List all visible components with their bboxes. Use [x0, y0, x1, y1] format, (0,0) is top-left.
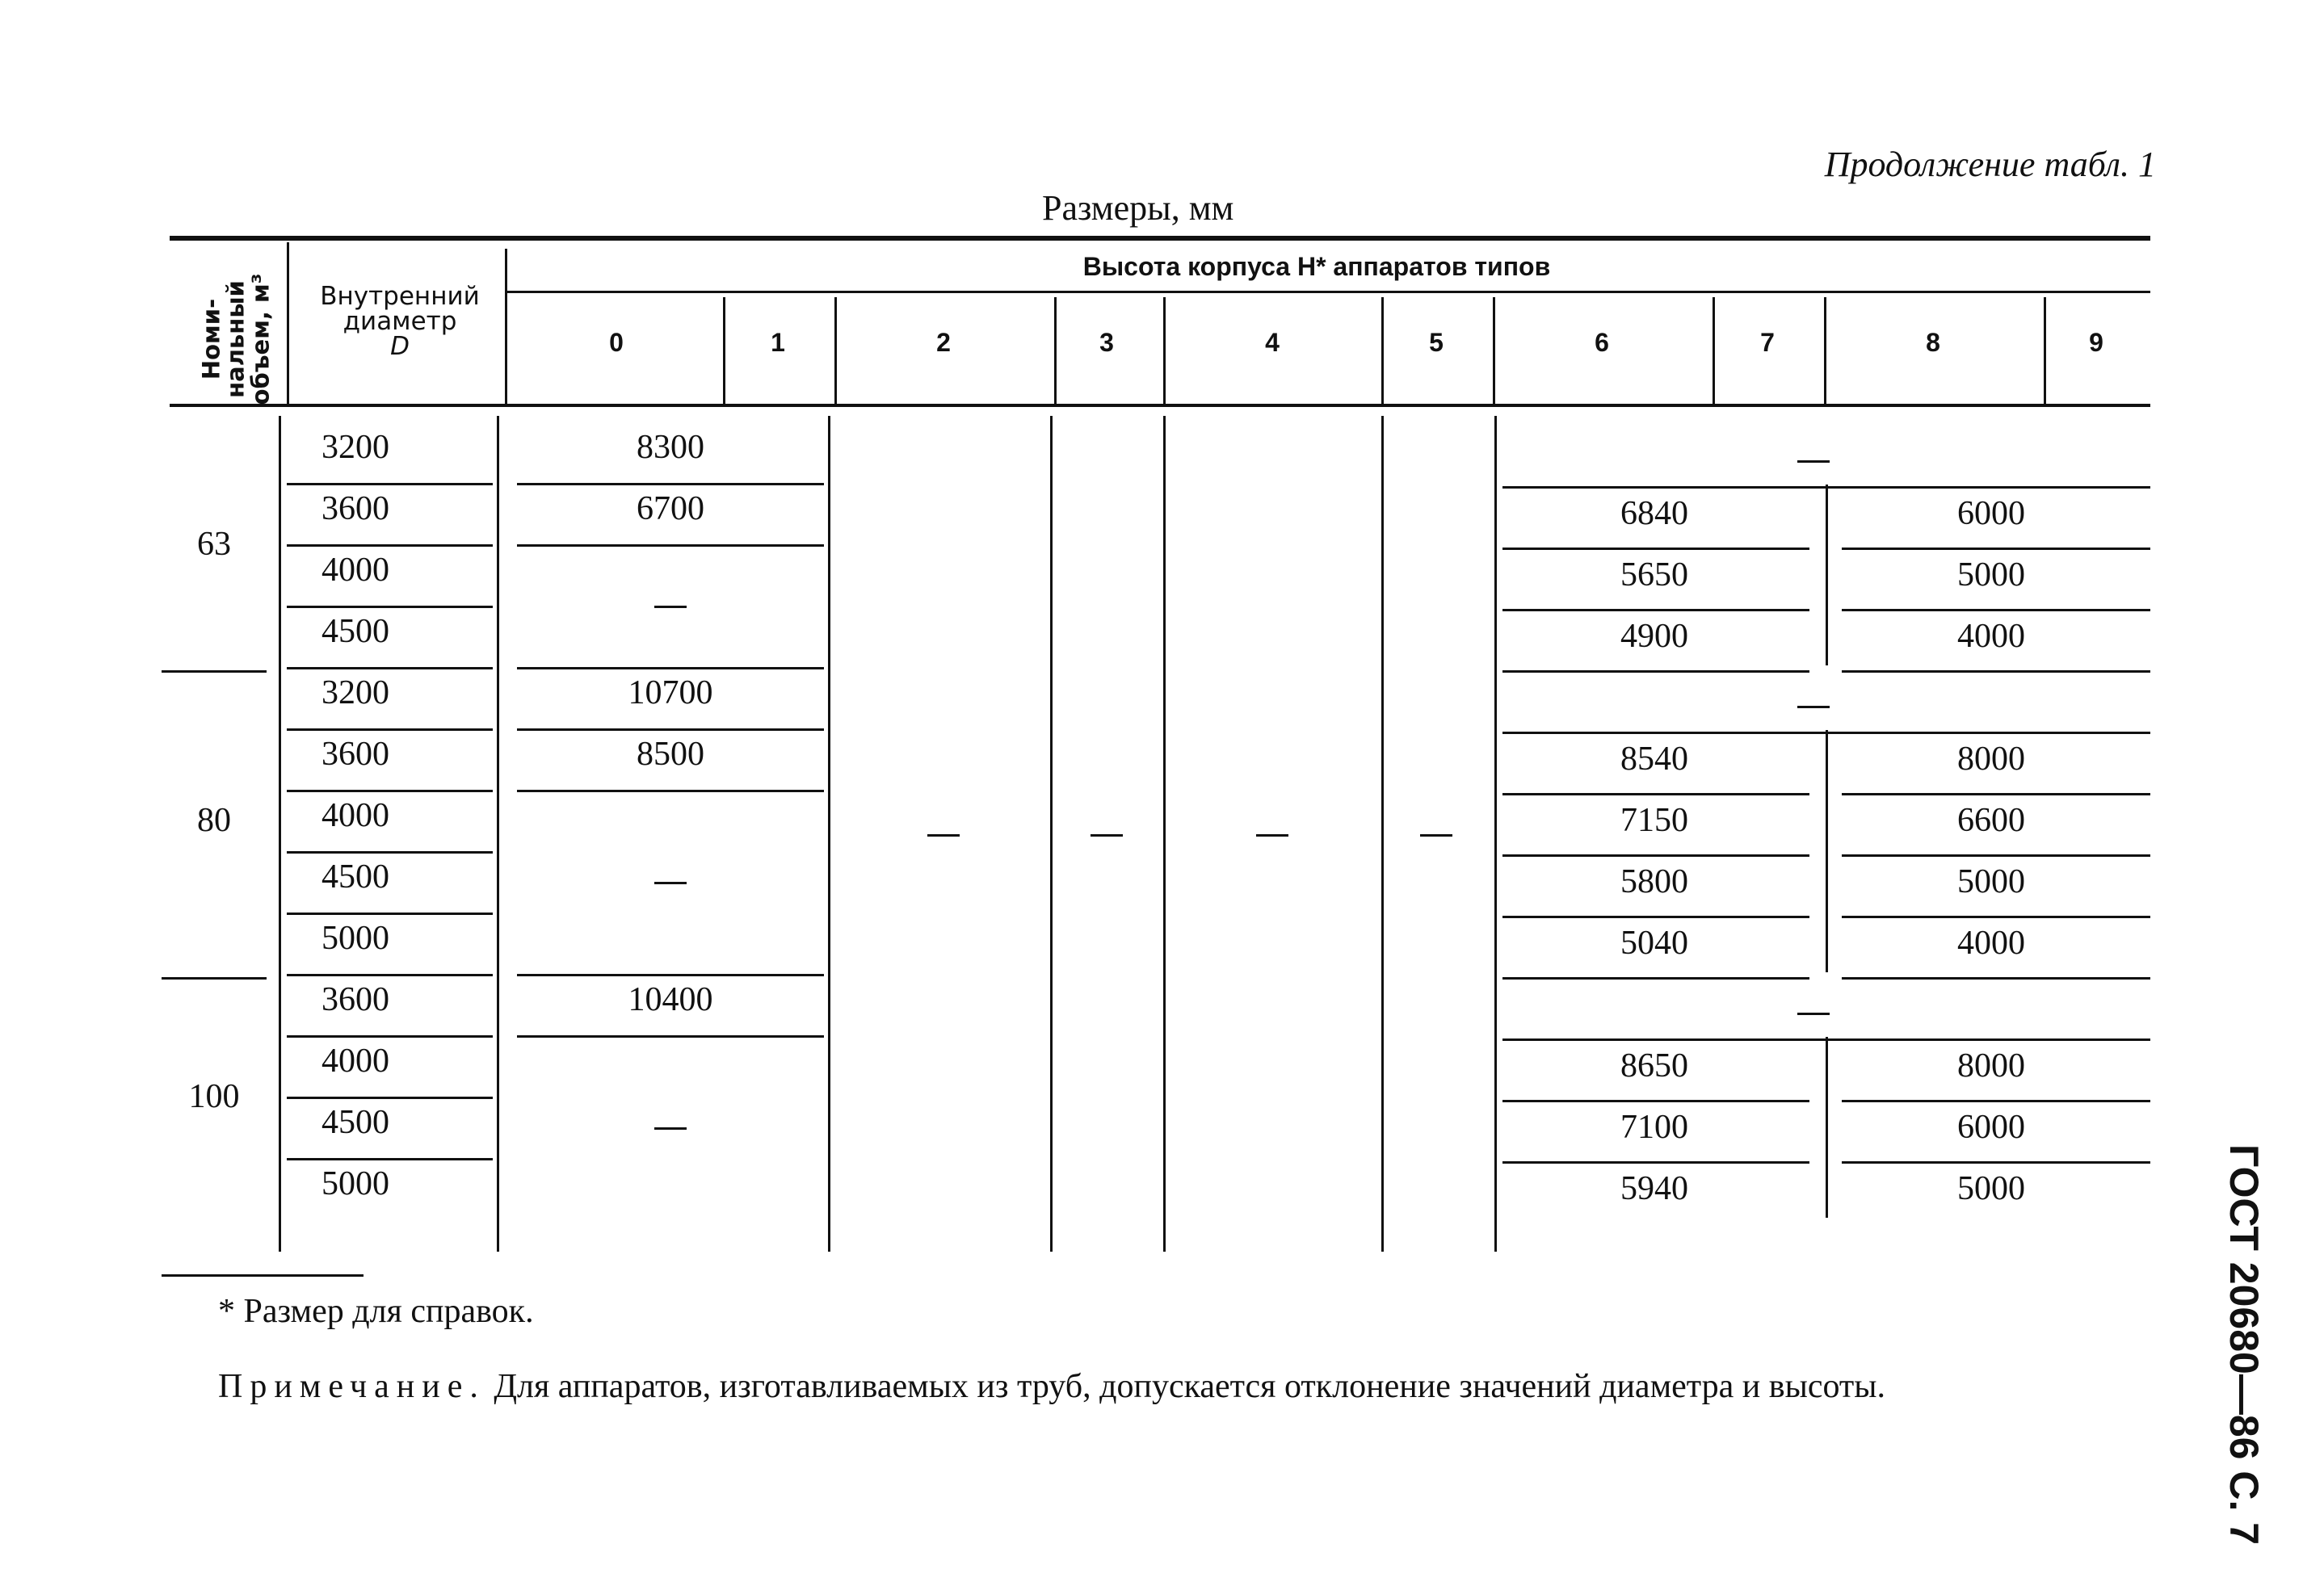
diameter-cell: 4000	[321, 552, 389, 589]
diameter-rule	[287, 667, 493, 669]
height-rule	[1502, 548, 1809, 550]
height-rule	[1842, 548, 2150, 550]
height-rule	[1502, 977, 1809, 980]
header-rule	[723, 297, 725, 404]
height-divider	[1826, 485, 1828, 665]
diameter-rule	[287, 913, 493, 915]
header-rule	[1713, 297, 1715, 404]
height-type-0-1-dash	[654, 882, 687, 884]
height-rule	[517, 667, 824, 669]
volume-cell: 100	[188, 1078, 240, 1115]
height-rule	[1502, 793, 1809, 795]
type-header-7: 7	[1760, 328, 1775, 357]
merged-dash	[1091, 834, 1123, 837]
header-rule	[2044, 297, 2046, 404]
height-rule	[1842, 670, 2150, 673]
height-type-8-9-cell: 5000	[1957, 1170, 2025, 1207]
diameter-rule	[287, 606, 493, 608]
body-rule	[828, 416, 830, 1252]
body-rule	[1494, 416, 1497, 1252]
height-rule	[1502, 1161, 1809, 1164]
diameter-col-header: Внутренний диаметр D	[320, 282, 480, 361]
diameter-cell: 3600	[321, 490, 389, 527]
height-rule	[517, 790, 824, 792]
type-header-3: 3	[1099, 328, 1114, 357]
height-type-6-7-cell: 5040	[1620, 925, 1688, 962]
body-rule	[1050, 416, 1053, 1252]
height-rule	[1842, 977, 2150, 980]
height-divider	[1826, 1037, 1828, 1218]
type-header-5: 5	[1429, 328, 1444, 357]
header-rule	[1054, 297, 1057, 404]
height-type-6-7-cell: 7100	[1620, 1109, 1688, 1146]
standard-page-label: ГОСТ 20680—86 С. 7	[2221, 1143, 2267, 1546]
body-rule	[497, 416, 499, 1252]
header-rule	[1163, 297, 1166, 404]
type-header-6: 6	[1595, 328, 1609, 357]
height-rule	[517, 728, 824, 731]
height-rule	[1502, 609, 1809, 611]
height-type-6-7-cell: 5940	[1620, 1170, 1688, 1207]
height-rule	[1842, 1100, 2150, 1102]
height-type-8-9-cell: 4000	[1957, 618, 2025, 655]
note	[218, 1365, 2141, 1409]
height-type-0-1-dash	[654, 1127, 687, 1130]
height-type-6-7-cell: 6840	[1620, 495, 1688, 532]
diameter-cell: 5000	[321, 1165, 389, 1202]
diameter-rule	[287, 1097, 493, 1099]
diameter-cell: 4000	[321, 797, 389, 834]
diameter-cell: 4500	[321, 858, 389, 896]
diameter-rule	[287, 483, 493, 485]
header-group-rule	[505, 291, 2150, 293]
header-rule	[505, 249, 507, 404]
height-type-0-1-cell: 8500	[637, 736, 704, 773]
diameter-cell: 4500	[321, 613, 389, 650]
volume-cell: 80	[197, 802, 231, 839]
height-rule	[1842, 793, 2150, 795]
height-type-6-7-cell: 5800	[1620, 863, 1688, 900]
diameter-cell: 5000	[321, 920, 389, 957]
header-bottom-rule	[170, 404, 2150, 407]
height-type-6-7-cell: 8540	[1620, 741, 1688, 778]
header-rule	[287, 242, 289, 404]
type-header-0: 0	[609, 328, 624, 357]
type-header-4: 4	[1265, 328, 1280, 357]
height-divider	[1826, 730, 1828, 972]
height-rule	[1502, 670, 1809, 673]
height-type-8-9-cell: 6000	[1957, 495, 2025, 532]
height-type-0-1-cell: 10700	[628, 674, 713, 711]
diameter-rule	[287, 851, 493, 854]
type-header-8: 8	[1926, 328, 1940, 357]
height-rule	[1502, 1100, 1809, 1102]
diameter-cell: 3600	[321, 981, 389, 1018]
diameter-rule	[287, 1158, 493, 1160]
note-text: Для аппаратов, изготавливаемых из труб, допускается отклонение значений диаметра и высоты.	[494, 1368, 1885, 1405]
footnote: * Размер для справок.	[218, 1293, 534, 1330]
table-caption: Продолжение табл. 1	[1824, 145, 2156, 184]
type-header-9: 9	[2089, 328, 2103, 357]
diameter-rule	[287, 1035, 493, 1038]
diameter-rule	[287, 544, 493, 547]
table-top-rule	[170, 236, 2150, 241]
header-rule	[1493, 297, 1495, 404]
height-type-8-9-cell: 6600	[1957, 802, 2025, 839]
height-type-6-7-cell: 7150	[1620, 802, 1688, 839]
merged-dash-6-9	[1797, 1013, 1830, 1015]
diameter-rule	[287, 974, 493, 976]
group-rule	[162, 977, 267, 980]
height-rule	[517, 1035, 824, 1038]
type-header-1: 1	[771, 328, 785, 357]
diameter-cell: 4500	[321, 1104, 389, 1141]
height-rule	[1842, 916, 2150, 918]
height-rule	[1502, 854, 1809, 857]
footnote-rule	[162, 1274, 364, 1277]
note-label: Примечание.	[218, 1368, 485, 1405]
header-rule	[1824, 297, 1826, 404]
header-rule	[1381, 297, 1384, 404]
height-type-8-9-cell: 8000	[1957, 1047, 2025, 1085]
diameter-rule	[287, 790, 493, 792]
height-rule	[1842, 854, 2150, 857]
header-rule	[834, 297, 837, 404]
volume-cell: 63	[197, 526, 231, 563]
height-type-0-1-cell: 10400	[628, 981, 713, 1018]
height-rule	[1842, 609, 2150, 611]
diameter-cell: 3200	[321, 429, 389, 466]
height-type-8-9-cell: 8000	[1957, 741, 2025, 778]
diameter-cell: 4000	[321, 1043, 389, 1080]
height-rule	[1502, 916, 1809, 918]
height-rule	[517, 544, 824, 547]
height-type-8-9-cell: 6000	[1957, 1109, 2025, 1146]
height-rule	[1842, 1161, 2150, 1164]
height-type-8-9-cell: 5000	[1957, 863, 2025, 900]
merged-dash-6-9	[1797, 706, 1830, 708]
merged-dash-6-9	[1797, 460, 1830, 463]
height-type-8-9-cell: 5000	[1957, 556, 2025, 594]
height-rule	[517, 483, 824, 485]
height-type-0-1-cell: 6700	[637, 490, 704, 527]
body-rule	[279, 416, 281, 1252]
height-type-8-9-cell: 4000	[1957, 925, 2025, 962]
body-rule	[1163, 416, 1166, 1252]
height-rule	[517, 974, 824, 976]
diameter-cell: 3600	[321, 736, 389, 773]
body-rule	[1381, 416, 1384, 1252]
height-type-0-1-dash	[654, 606, 687, 608]
height-group-header: Высота корпуса H* аппаратов типов	[1082, 252, 1551, 281]
diameter-rule	[287, 728, 493, 731]
height-type-6-7-cell: 4900	[1620, 618, 1688, 655]
height-type-6-7-cell: 8650	[1620, 1047, 1688, 1085]
height-type-6-7-cell: 5650	[1620, 556, 1688, 594]
diameter-cell: 3200	[321, 674, 389, 711]
merged-dash	[927, 834, 960, 837]
volume-col-header: Номи- нальный объем, м³	[197, 273, 275, 405]
group-rule	[162, 670, 267, 673]
type-header-2: 2	[936, 328, 951, 357]
units-label: Размеры, мм	[1042, 188, 1234, 228]
merged-dash	[1420, 834, 1452, 837]
merged-dash	[1256, 834, 1288, 837]
height-type-0-1-cell: 8300	[637, 429, 704, 466]
